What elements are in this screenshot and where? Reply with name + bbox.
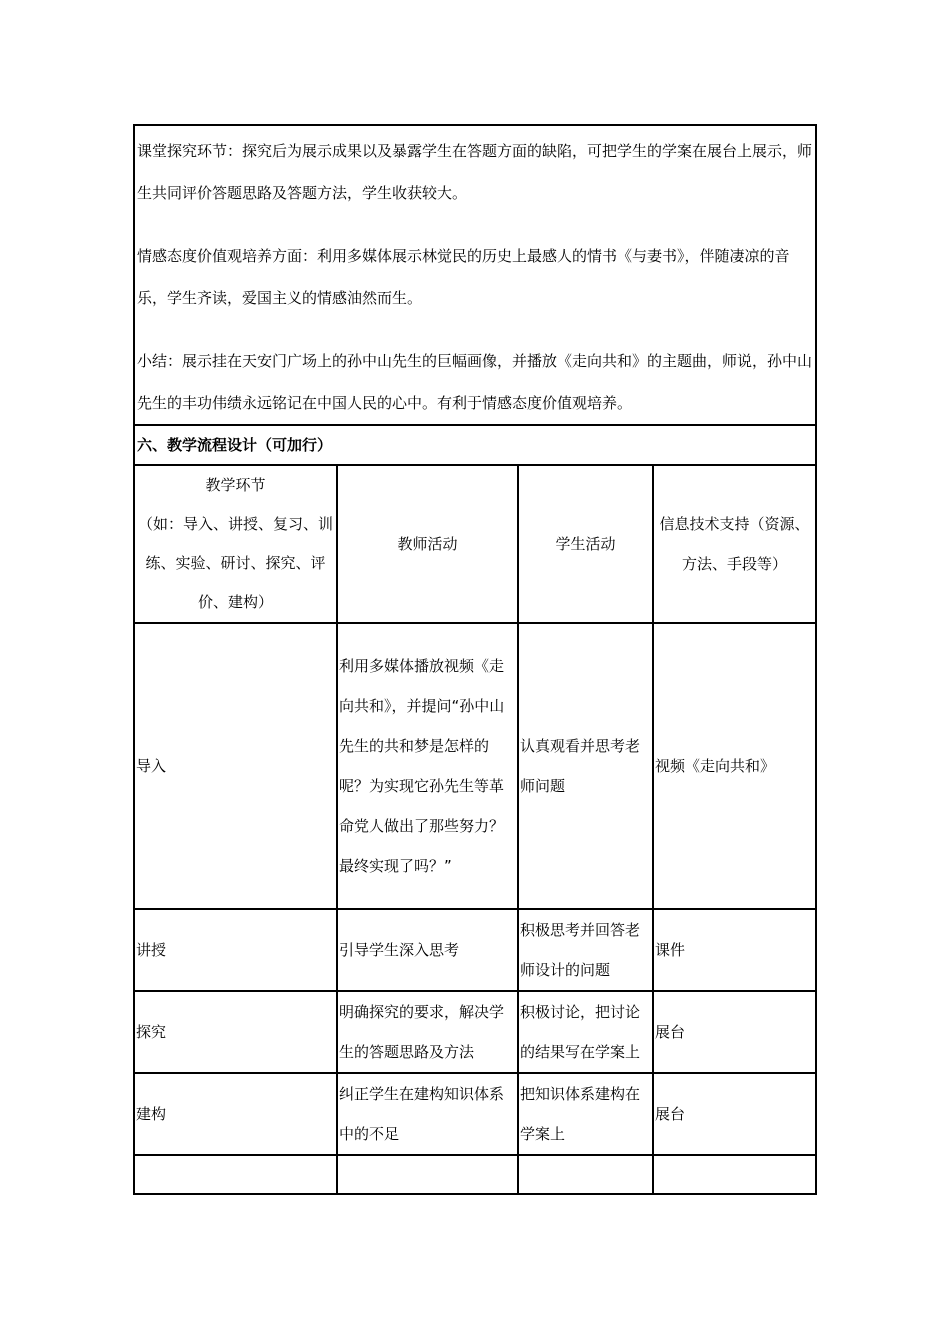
section-title: 六、教学流程设计（可加行） (134, 425, 816, 465)
intro-paragraph-inquiry: 课堂探究环节：探究后为展示成果以及暴露学生在答题方面的缺陷，可把学生的学案在展台上展示，师生共同评价答题思路及答题方法，学生收获较大。 (137, 142, 813, 202)
row-student: 积极思考并回答老师设计的问题 (518, 909, 653, 991)
table-row-empty (134, 1155, 816, 1194)
header-stage-title: 教学环节 (205, 476, 266, 494)
row-student (518, 1155, 653, 1194)
header-tech: 信息技术支持（资源、方法、手段等） (653, 465, 816, 623)
row-tech: 课件 (653, 909, 816, 991)
intro-cell (134, 125, 816, 425)
row-teacher: 明确探究的要求，解决学生的答题思路及方法 (337, 991, 518, 1073)
row-stage (134, 1155, 337, 1194)
row-tech: 视频《走向共和》 (653, 623, 816, 909)
intro-paragraph-values: 情感态度价值观培养方面：利用多媒体展示林觉民的历史上最感人的情书《与妻书》，伴随凄凉的音乐，学生齐读，爱国主义的情感油然而生。 (137, 247, 790, 307)
row-student: 积极讨论，把讨论的结果写在学案上 (518, 991, 653, 1073)
row-stage: 探究 (134, 991, 337, 1073)
section-title-row (134, 425, 816, 465)
row-student: 认真观看并思考老师问题 (518, 623, 653, 909)
row-tech: 展台 (653, 991, 816, 1073)
header-teacher: 教师活动 (337, 465, 518, 623)
row-stage: 建构 (134, 1073, 337, 1155)
row-teacher (337, 1155, 518, 1194)
header-student: 学生活动 (518, 465, 653, 623)
header-row (134, 465, 816, 623)
row-stage: 讲授 (134, 909, 337, 991)
row-teacher: 纠正学生在建构知识体系中的不足 (337, 1073, 518, 1155)
table-row-lecture (134, 909, 816, 991)
intro-paragraph-summary: 小结：展示挂在天安门广场上的孙中山先生的巨幅画像，并播放《走向共和》的主题曲，师说，孙中山先生的丰功伟绩永远铭记在中国人民的心中。有利于情感态度价值观培养。 (137, 352, 813, 412)
row-tech (653, 1155, 816, 1194)
table-row-inquiry (134, 991, 816, 1073)
header-stage (134, 465, 337, 623)
table-row-construct (134, 1073, 816, 1155)
row-teacher: 引导学生深入思考 (337, 909, 518, 991)
row-student: 把知识体系建构在学案上 (518, 1073, 653, 1155)
row-tech: 展台 (653, 1073, 816, 1155)
intro-row (134, 125, 816, 425)
table-row-intro (134, 623, 816, 909)
row-teacher: 利用多媒体播放视频《走向共和》，并提问“孙中山先生的共和梦是怎样的呢？为实现它孙先生等革命党人做出了那些努力？最终实现了吗？” (337, 623, 518, 909)
lesson-plan-table (133, 124, 817, 1195)
row-stage: 导入 (134, 623, 337, 909)
header-stage-examples: （如：导入、讲授、复习、训练、实验、研讨、探究、评价、建构） (137, 515, 333, 611)
